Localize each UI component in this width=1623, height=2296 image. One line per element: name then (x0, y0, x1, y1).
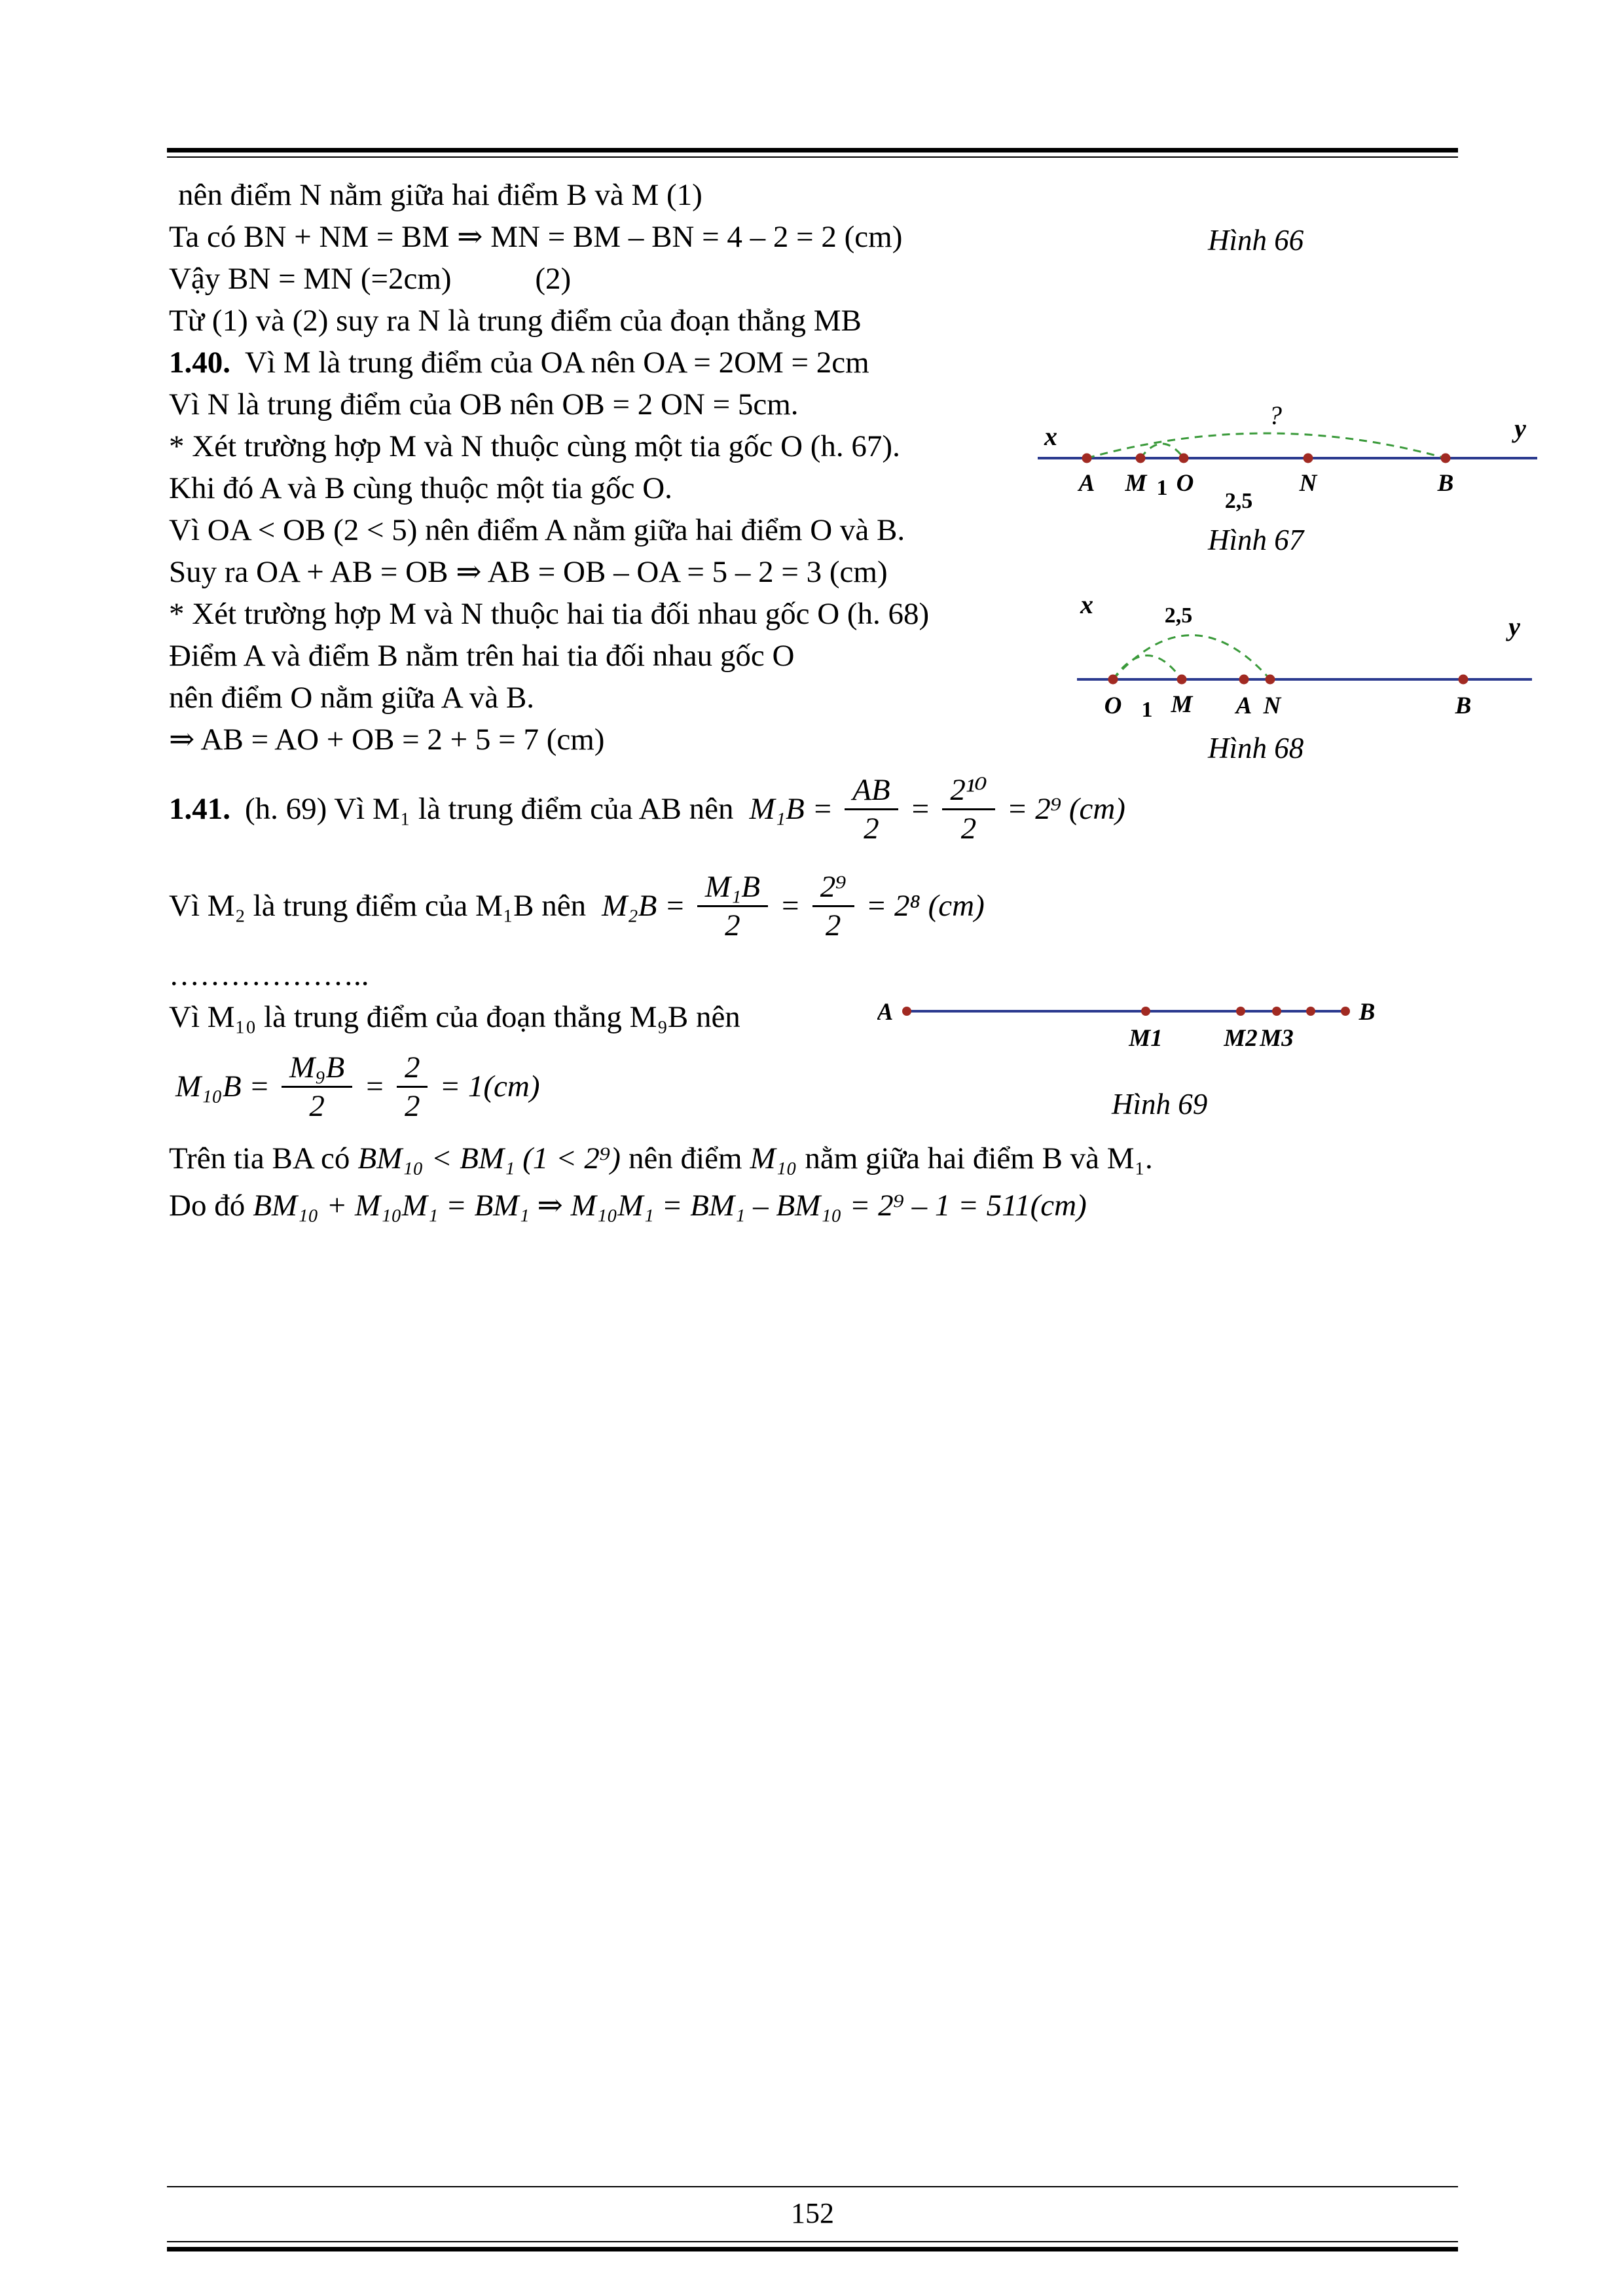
point-label-b: B (1437, 470, 1454, 497)
text: Vậy BN = MN (=2cm) (169, 262, 452, 296)
math-text: M₁B = (749, 792, 833, 826)
ray-label-y: y (1514, 414, 1526, 443)
text: Vì M₂ là trung điểm của M₁B nên (169, 889, 587, 923)
numerator: 2⁹ (812, 869, 854, 907)
ray-label-y: y (1508, 612, 1520, 641)
denominator: 2 (960, 811, 977, 846)
numerator: 2¹⁰ (942, 772, 994, 810)
point-label-a: A (1235, 692, 1252, 719)
numerator: AB (845, 772, 898, 810)
text-line: Từ (1) và (2) suy ra N là trung điểm của đoạn thẳng MB (169, 304, 862, 338)
figure-68 (1018, 586, 1542, 720)
text-line: * Xét trường hợp M và N thuộc cùng một tia gốc O (h. 67). (169, 429, 900, 463)
text-line: * Xét trường hợp M và N thuộc hai tia đối nhau gốc O (h. 68) (169, 597, 930, 631)
math-text: = 1(cm) (439, 1069, 540, 1103)
fraction (845, 772, 898, 847)
point-label-o: O (1104, 692, 1122, 719)
text-line: Vì M₁₀ là trung điểm của đoạn thẳng M₉B nên (169, 1000, 740, 1034)
text-line: Suy ra OA + AB = OB ⇒ AB = OB – OA = 5 – 2 = 3 (cm) (169, 555, 888, 589)
distance-label-om: 1 (1156, 476, 1168, 500)
denominator: 2 (864, 811, 879, 846)
formula-m10b (169, 1049, 547, 1124)
math-text: BM₁₀ + M₁₀M₁ = BM₁ ⇒ M₁₀M₁ = BM₁ – BM₁₀ = 2⁹ – 1 = 511(cm) (253, 1189, 1087, 1223)
text-line: nên điểm O nằm giữa A và B. (169, 681, 535, 715)
point-label-a: A (1078, 470, 1095, 497)
point-dot-m3 (1272, 1007, 1281, 1016)
point-dot-a (1082, 454, 1092, 463)
math-text: M₁₀ (750, 1141, 797, 1175)
numerator: M₉B (282, 1049, 352, 1088)
figure-67 (1028, 393, 1552, 514)
fraction (812, 869, 854, 944)
figure-68-caption: Hình 68 (1208, 732, 1304, 764)
ray-label-x: x (1044, 422, 1057, 451)
math-text: = (909, 792, 931, 826)
point-label-m2: M2 (1224, 1025, 1258, 1052)
point-dot-m (1136, 454, 1146, 463)
text: Do đó (169, 1189, 246, 1223)
fraction (282, 1049, 352, 1124)
math-text: M₁₀B = (175, 1069, 270, 1103)
text: Vì M là trung điểm của OA nên OA = 2OM = 2cm (245, 346, 869, 380)
exercise-number: 1.41. (169, 792, 230, 826)
point-label-n: N (1263, 692, 1281, 719)
text-line: Khi đó A và B cùng thuộc một tia gốc O. (169, 471, 672, 505)
distance-arc-om (1113, 656, 1182, 680)
text-line: Điểm A và điểm B nằm trên hai tia đối nhau gốc O (169, 639, 795, 673)
footer-rule-top (167, 2186, 1458, 2187)
point-label-m1: M1 (1129, 1025, 1163, 1052)
fraction (942, 772, 994, 847)
point-dot-n (1266, 675, 1275, 685)
exercise-number: 1.40. (169, 346, 230, 380)
text: Trên tia BA có (169, 1141, 350, 1175)
text-line: Ta có BN + NM = BM ⇒ MN = BM – BN = 4 – 2 = 2 (cm) (169, 220, 903, 254)
numerator: 2 (397, 1049, 428, 1088)
math-text: BM₁₀ < BM₁ (1 < 2⁹) (357, 1141, 621, 1175)
point-dot-n (1304, 454, 1313, 463)
point-dot-a (902, 1007, 911, 1016)
formula-m2b (595, 869, 991, 944)
fraction (697, 869, 768, 944)
text-line (169, 1135, 1478, 1182)
math-text: M₂B = (602, 889, 685, 923)
unknown-distance-label: ? (1269, 401, 1282, 430)
denominator: 2 (404, 1088, 420, 1123)
point-dot-b (1341, 1007, 1350, 1016)
point-label-m: M (1125, 470, 1147, 497)
math-text: = 2⁹ (cm) (1006, 792, 1125, 826)
formula-m1b (743, 772, 1132, 847)
footer-rule-bottom-thin (167, 2241, 1458, 2242)
fraction (397, 1049, 428, 1124)
text: (h. 69) Vì M₁ là trung điểm của AB nên (245, 792, 734, 826)
point-dot-b (1441, 454, 1451, 463)
text-line: Vì N là trung điểm của OB nên OB = 2 ON = 5cm. (169, 387, 799, 422)
distance-arc-om (1140, 444, 1184, 458)
point-label-m3: M3 (1260, 1025, 1294, 1052)
point-label-o: O (1176, 470, 1194, 497)
figure-67-caption: Hình 67 (1208, 524, 1304, 556)
point-dot-o (1179, 454, 1189, 463)
figure-69-caption: Hình 69 (1112, 1088, 1208, 1121)
point-dot-m4 (1306, 1007, 1315, 1016)
ellipsis-line: ……………….. (169, 958, 369, 992)
point-dot-m2 (1236, 1007, 1245, 1016)
text-line (169, 1182, 1478, 1229)
distance-label-om: 1 (1141, 698, 1153, 720)
ray-label-x: x (1080, 590, 1093, 619)
point-label-m: M (1171, 691, 1193, 718)
text-line: nên điểm N nằm giữa hai điểm B và M (1) (178, 178, 702, 212)
distance-label-on: 2,5 (1224, 489, 1253, 513)
figure-69 (877, 962, 1401, 1054)
math-text: = (780, 889, 801, 923)
point-label-b: B (1359, 999, 1376, 1026)
equation-ref: (2) (535, 262, 572, 296)
text-line: Vì OA < OB (2 < 5) nên điểm A nằm giữa hai điểm O và B. (169, 513, 905, 547)
point-dot-m (1177, 675, 1187, 685)
point-dot-a (1239, 675, 1249, 685)
text: nằm giữa hai điểm B và M₁. (805, 1141, 1153, 1175)
point-label-a: A (877, 999, 894, 1026)
footer-rule-bottom-thick (167, 2247, 1458, 2251)
figure-66-caption: Hình 66 (1208, 224, 1304, 257)
point-dot-o (1108, 675, 1118, 685)
point-dot-m1 (1141, 1007, 1150, 1016)
denominator: 2 (309, 1088, 325, 1123)
text-line: ⇒ AB = AO + OB = 2 + 5 = 7 (cm) (169, 723, 605, 757)
formula-line (169, 857, 1478, 954)
distance-label-on: 2,5 (1164, 603, 1193, 628)
text-line (169, 258, 1478, 300)
numerator: M₁B (697, 869, 768, 907)
exercise-1-40-start (169, 342, 1478, 384)
point-label-n: N (1299, 470, 1317, 497)
denominator: 2 (725, 908, 740, 942)
math-text: = (364, 1069, 385, 1103)
page-number: 152 (791, 2197, 834, 2229)
top-rule-thin (167, 156, 1458, 158)
text: nên điểm (628, 1141, 742, 1175)
math-text: = 2⁸ (cm) (866, 889, 985, 923)
point-dot-b (1459, 675, 1468, 685)
point-label-b: B (1455, 692, 1472, 719)
exercise-1-41-start (169, 761, 1478, 857)
denominator: 2 (825, 908, 841, 942)
top-rule-thick (167, 148, 1458, 152)
